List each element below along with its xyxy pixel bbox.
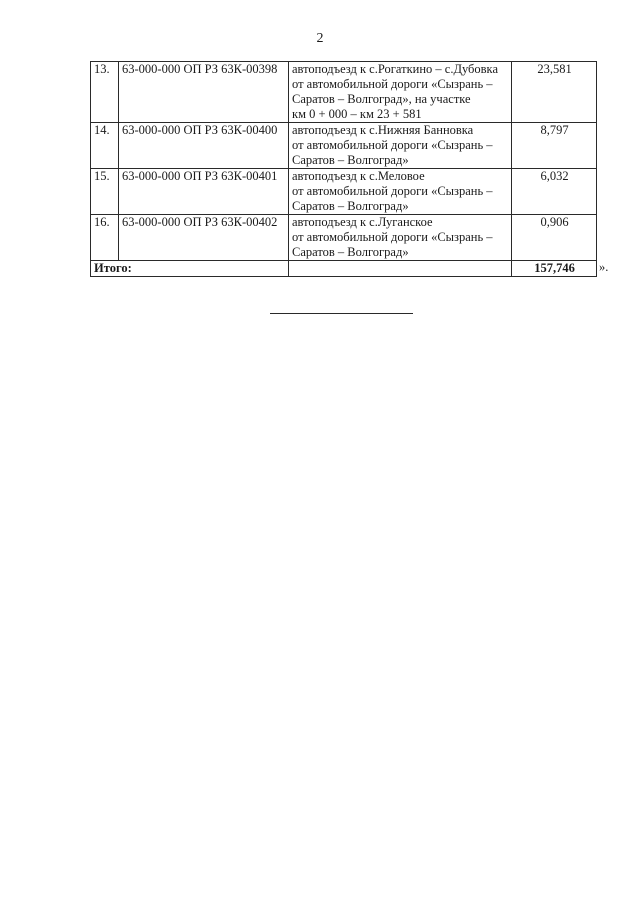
row-number: 13. [91,62,119,123]
road-description [289,123,512,169]
closing-quote: ». [599,260,609,274]
road-length: 8,797 [512,123,597,169]
description-line: автоподъезд к с.Нижняя Банновка [292,123,474,137]
description-line: Саратов – Волгоград» [292,153,409,167]
road-id: 63-000-000 ОП РЗ 63К-00400 [119,123,289,169]
description-line: Саратов – Волгоград», на участке [292,92,471,106]
description-line: от автомобильной дороги «Сызрань – [292,184,493,198]
description-line: Саратов – Волгоград» [292,245,409,259]
description-line: от автомобильной дороги «Сызрань – [292,77,493,91]
road-description [289,62,512,123]
road-id: 63-000-000 ОП РЗ 63К-00401 [119,169,289,215]
road-description [289,215,512,261]
road-description [289,169,512,215]
description-line: Саратов – Волгоград» [292,199,409,213]
description-line: от автомобильной дороги «Сызрань – [292,230,493,244]
description-line: автоподъезд к с.Рогаткино – с.Дубовка [292,62,498,76]
table-row [91,169,597,215]
row-number: 15. [91,169,119,215]
row-number: 14. [91,123,119,169]
separator-line [270,313,413,314]
total-value: 157,746 [512,261,597,277]
road-length: 6,032 [512,169,597,215]
page-number: 2 [316,31,324,46]
description-line: автоподъезд к с.Луганское [292,215,433,229]
table-row [91,123,597,169]
table-row [91,62,597,123]
description-line: от автомобильной дороги «Сызрань – [292,138,493,152]
road-length: 23,581 [512,62,597,123]
total-label: Итого: [91,261,289,277]
description-line: км 0 + 000 – км 23 + 581 [292,107,422,121]
total-empty-cell [289,261,512,277]
roads-table [90,61,597,277]
table-row [91,215,597,261]
road-id: 63-000-000 ОП РЗ 63К-00398 [119,62,289,123]
total-row [91,261,597,277]
road-id: 63-000-000 ОП РЗ 63К-00402 [119,215,289,261]
road-length: 0,906 [512,215,597,261]
description-line: автоподъезд к с.Меловое [292,169,425,183]
row-number: 16. [91,215,119,261]
